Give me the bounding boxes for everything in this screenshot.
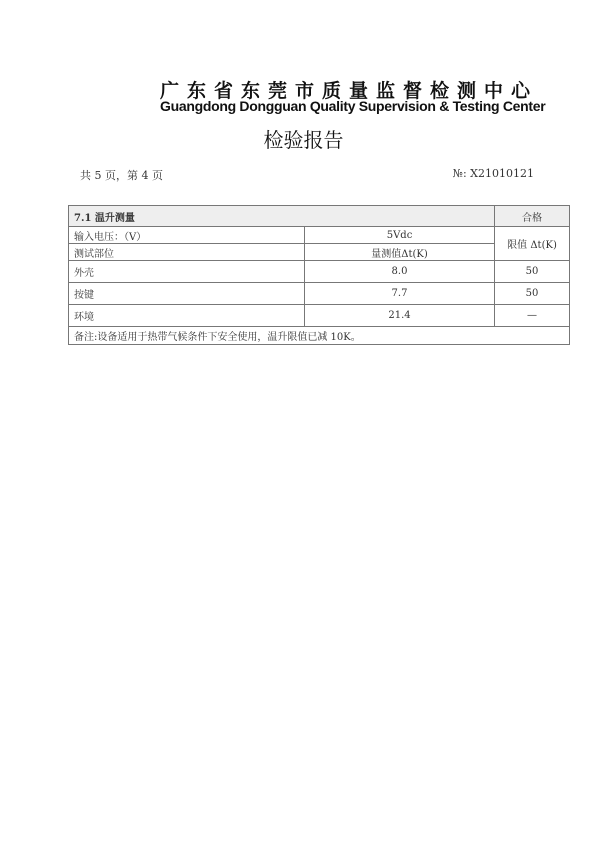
- measured-cell: 8.0: [305, 261, 495, 283]
- measured-cell: 21.4: [305, 305, 495, 327]
- column-header-row: [69, 244, 570, 261]
- organization-name-cn: 广东省东莞市质量监督检测中心: [160, 80, 539, 102]
- report-title: 检验报告: [263, 128, 344, 152]
- table-row: [69, 305, 570, 327]
- page-info: 共 5 页，第 4 页: [80, 169, 163, 182]
- note-text: 备注:设备适用于热带气候条件下安全使用，温升限值已减 10K。: [69, 327, 570, 345]
- part-cell: 按键: [69, 283, 305, 305]
- report-header: [0, 0, 607, 182]
- section-header-row: [69, 206, 570, 227]
- input-voltage-row: [69, 227, 570, 244]
- part-cell: 环境: [69, 305, 305, 327]
- temperature-rise-table: [68, 205, 570, 345]
- note-row: [69, 327, 570, 345]
- limit-header: 限值 Δt(K): [495, 227, 570, 261]
- verdict-cell: 合格: [495, 206, 570, 227]
- table-row: [69, 261, 570, 283]
- section-title: 7.1 温升测量: [69, 206, 495, 227]
- report-number: №: X21010121: [452, 167, 534, 180]
- part-header: 测试部位: [69, 244, 305, 261]
- input-voltage-value: 5Vdc: [305, 227, 495, 244]
- limit-cell: 50: [495, 283, 570, 305]
- organization-name-en: Guangdong Dongguan Quality Supervision & Testing Center: [160, 98, 546, 114]
- measured-header: 量测值Δt(K): [305, 244, 495, 261]
- measured-cell: 7.7: [305, 283, 495, 305]
- table-row: [69, 283, 570, 305]
- input-voltage-label: 输入电压：（V）: [69, 227, 305, 244]
- part-cell: 外壳: [69, 261, 305, 283]
- limit-cell: —: [495, 305, 570, 327]
- limit-cell: 50: [495, 261, 570, 283]
